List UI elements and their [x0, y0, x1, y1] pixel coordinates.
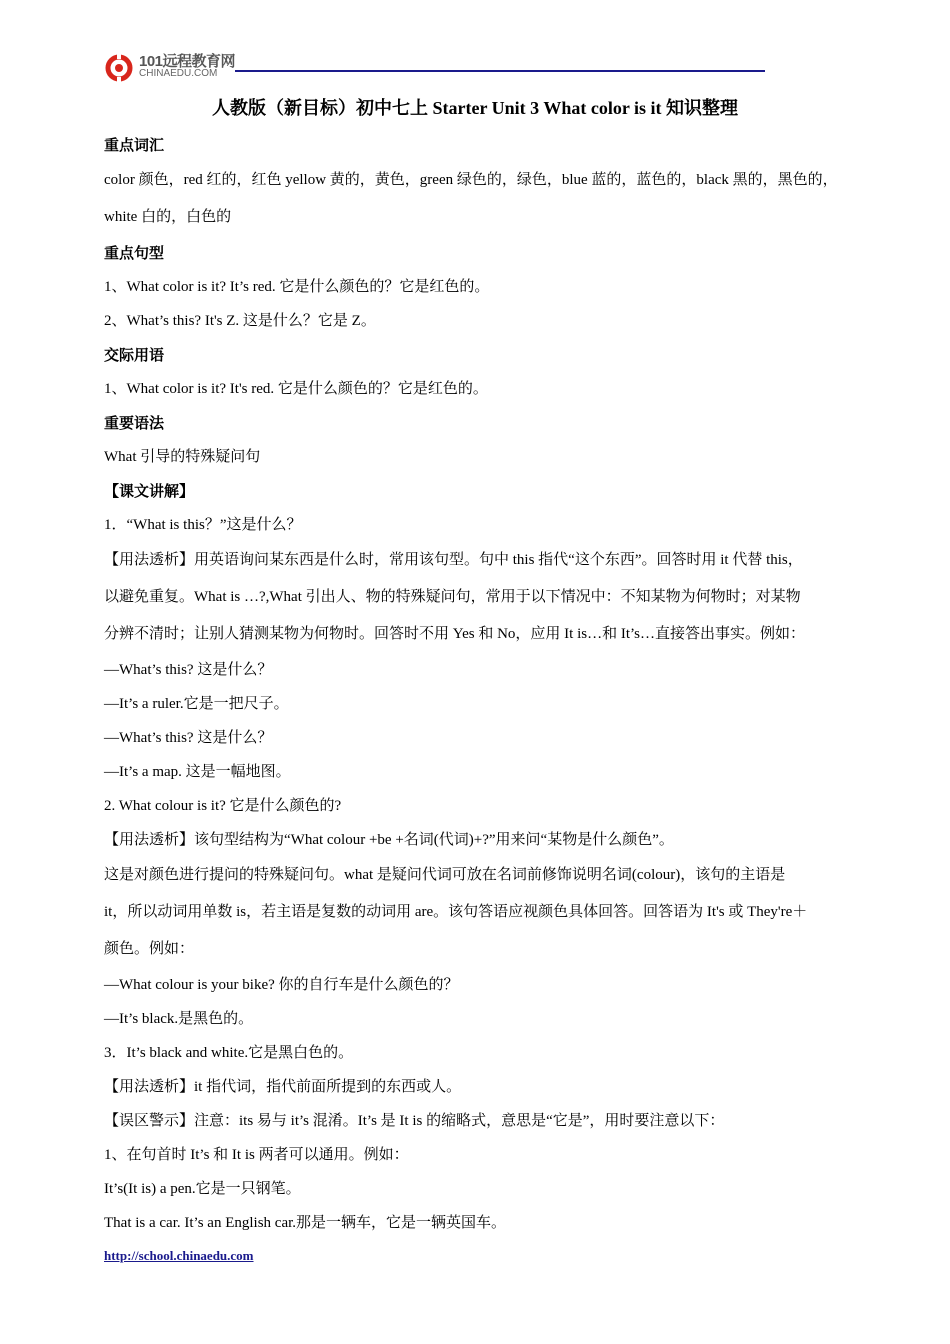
- document-body: [104, 128, 874, 1240]
- section-heading-sentences: 重点句型: [104, 244, 165, 262]
- paragraph-line: 【用法透析】it 指代词，指代前面所提到的东西或人。: [104, 1079, 462, 1095]
- footer-link[interactable]: http://school.chinaedu.com: [104, 1248, 254, 1263]
- logo-text-top: 101远程教育网: [139, 53, 236, 70]
- paragraph-line: 颜色。例如：: [104, 941, 195, 957]
- paragraph-line: —It’s black.是黑色的。: [104, 1011, 254, 1027]
- paragraph-line: 这是对颜色进行提问的特殊疑问句。what 是疑问代词可放在名词前修饰说明名词(colour)，该句的主语是: [104, 867, 786, 883]
- page-header: [103, 50, 765, 90]
- paragraph-line: —What’s this? 这是什么？: [104, 662, 273, 678]
- paragraph-line: 以避免重复。What is …?,What 引出人、物的特殊疑问句，常用于以下情况中：不知某物为何物时；对某物: [104, 589, 801, 605]
- sentence-line: 1、What color is it? It’s red. 它是什么颜色的？它是红色的。: [104, 279, 490, 295]
- paragraph-line: —It’s a map. 这是一幅地图。: [104, 764, 291, 780]
- section-heading-grammar: 重要语法: [104, 414, 165, 432]
- paragraph-line: —What’s this? 这是什么？: [104, 730, 273, 746]
- section-heading-communication: 交际用语: [104, 346, 165, 364]
- paragraph-line: 【用法透析】该句型结构为“What colour +be +名词(代词)+?”用来问“某物是什么颜色”。: [104, 832, 674, 848]
- paragraph-line: That is a car. It’s an English car.那是一辆车，它是一辆英国车。: [104, 1215, 507, 1231]
- paragraph-line: 1、在句首时 It’s 和 It is 两者可以通用。例如：: [104, 1147, 409, 1163]
- header-rule: [235, 70, 765, 72]
- grammar-line: What 引导的特殊疑问句: [104, 449, 261, 465]
- paragraph-line: 3．It’s black and white.它是黑白色的。: [104, 1045, 354, 1061]
- paragraph-line: 1．“What is this？”这是什么？: [104, 517, 302, 533]
- sentence-line: 2、What’s this? It's Z. 这是什么？它是 Z。: [104, 313, 376, 329]
- paragraph-line: 2. What colour is it? 它是什么颜色的?: [104, 798, 342, 814]
- paragraph-line: 【用法透析】用英语询问某东西是什么时，常用该句型。句中 this 指代“这个东西”。回答时用 it 代替 this，: [104, 552, 803, 568]
- paragraph-line: 分辨不清时；让别人猜测某物为何物时。回答时不用 Yes 和 No，应用 It is…和 It’s…直接答出事实。例如：: [104, 626, 805, 642]
- logo-text-bottom: CHINAEDU.COM: [139, 68, 218, 79]
- site-logo[interactable]: [103, 50, 236, 86]
- section-heading-lesson: 【课文讲解】: [104, 482, 195, 500]
- paragraph-line: —What colour is your bike? 你的自行车是什么颜色的？: [104, 977, 459, 993]
- vocab-line: white 白的，白色的: [104, 209, 232, 225]
- document-title: 人教版（新目标）初中七上 Starter Unit 3 What color is it 知识整理: [212, 98, 738, 118]
- communication-line: 1、What color is it? It's red. 它是什么颜色的？它是红色的。: [104, 381, 488, 397]
- section-heading-vocab: 重点词汇: [104, 136, 165, 154]
- paragraph-line: It’s(It is) a pen.它是一只钢笔。: [104, 1181, 301, 1197]
- logo-ring-icon: [105, 54, 133, 82]
- vocab-line: color 颜色，red 红的，红色 yellow 黄的，黄色，green 绿色的，绿色，blue 蓝的，蓝色的，black 黑的，黑色的，: [104, 172, 838, 188]
- paragraph-line: 【误区警示】注意：its 易与 it’s 混淆。It’s 是 It is 的缩略式，意思是“它是”，用时要注意以下：: [104, 1113, 725, 1129]
- paragraph-line: —It’s a ruler.它是一把尺子。: [104, 696, 289, 712]
- paragraph-line: it，所以动词用单数 is，若主语是复数的动词用 are。该句答语应视颜色具体回答。回答语为 It's 或 They're＋: [104, 904, 808, 920]
